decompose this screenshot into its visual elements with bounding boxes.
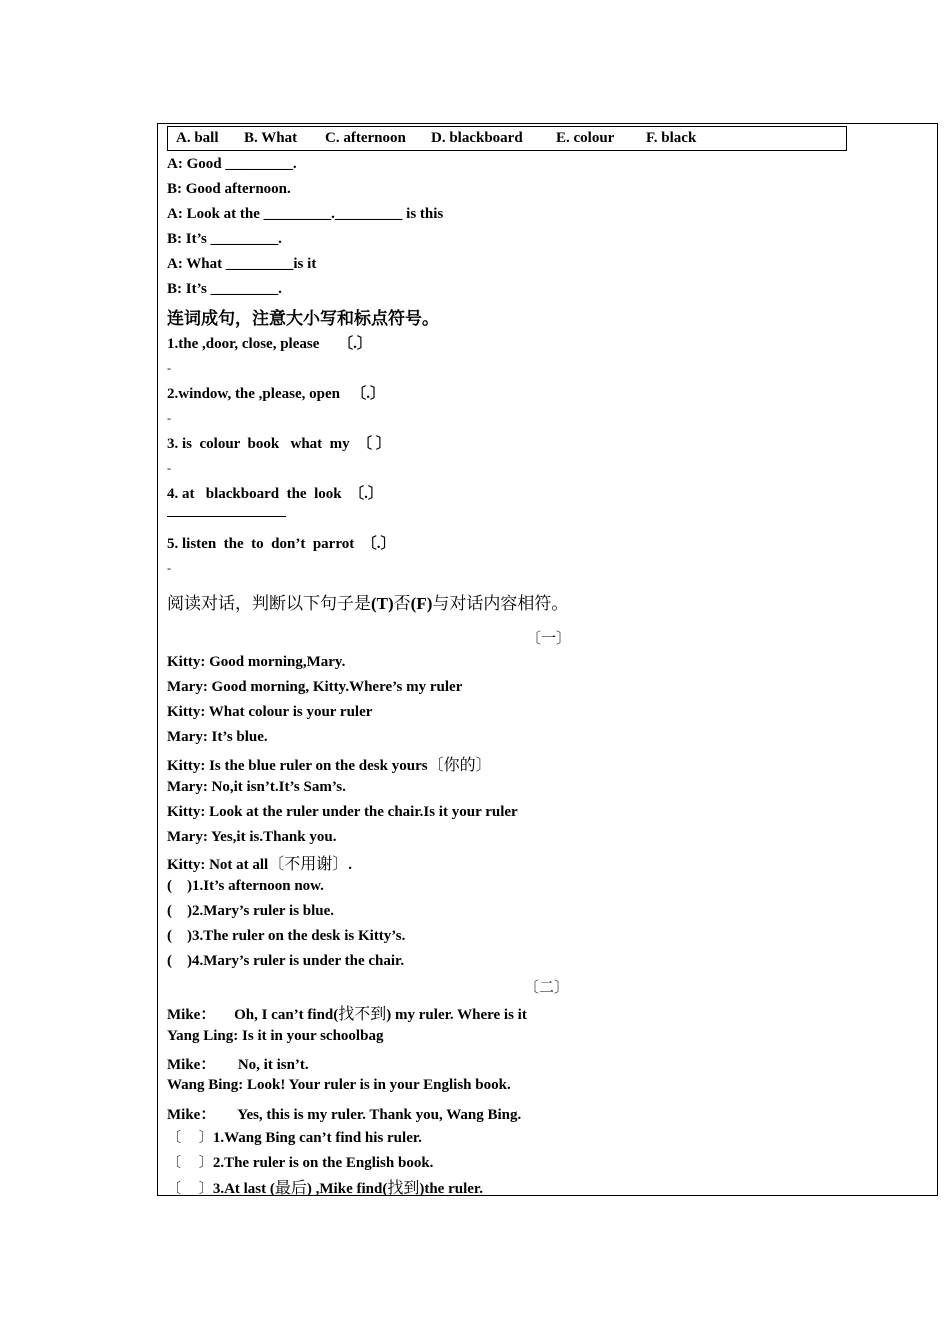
dialogue-line: B: Good afternoon. — [167, 181, 291, 197]
word-bank-item: C. afternoon — [325, 130, 406, 146]
dialogue-line: A: Look at the _________._________ is this — [167, 206, 444, 222]
sentence-item: 1.the ,door, close, please 〔.〕 — [167, 336, 372, 352]
sentence-item: 3. is colour book what my 〔 〕 — [167, 436, 391, 452]
dialogue-line: B: It’s _________. — [167, 281, 282, 297]
passage-line — [167, 752, 492, 775]
answer-dash: - — [167, 411, 171, 425]
question-item: ( )2.Mary’s ruler is blue. — [167, 903, 335, 919]
part-heading: 〔二〕 — [524, 978, 570, 996]
answer-bracket: 〔 〕 — [167, 1181, 213, 1197]
answer-dash: - — [167, 461, 171, 475]
text-part: ) ,Mike find( — [306, 1181, 388, 1197]
question-item: ( )3.The ruler on the desk is Kitty’s. — [167, 928, 406, 944]
text-part: )the ruler. — [419, 1181, 483, 1197]
question-item — [167, 1175, 483, 1198]
text-part: . — [348, 857, 352, 873]
passage-line: Kitty: What colour is your ruler — [167, 704, 373, 720]
answer-bracket: 〔 〕 — [167, 1130, 213, 1146]
question-item — [167, 1152, 433, 1172]
text-part: 找不到 — [338, 1004, 387, 1023]
text-part: Mike： Oh, I can’t find( — [167, 1007, 339, 1023]
section-title-reading — [167, 589, 568, 614]
passage-line: Kitty: Good morning,Mary. — [167, 654, 346, 670]
passage-line: Kitty: Look at the ruler under the chair.Is it your ruler — [167, 804, 518, 820]
word-bank-item: E. colour — [556, 130, 615, 146]
sentence-item: 5. listen the to don’t parrot 〔.〕 — [167, 536, 396, 552]
answer-underline — [167, 516, 286, 517]
text-part: 最后 — [274, 1178, 307, 1197]
text-part: 找到 — [387, 1178, 420, 1197]
question-item: ( )1.It’s afternoon now. — [167, 878, 324, 894]
dialogue-line: A: Good _________. — [167, 156, 297, 172]
title-part: 否 — [393, 594, 411, 614]
question-item: ( )4.Mary’s ruler is under the chair. — [167, 953, 405, 969]
word-bank-item: D. blackboard — [431, 130, 523, 146]
title-part: (T) — [371, 594, 394, 613]
passage-line: Wang Bing: Look! Your ruler is in your English book. — [167, 1077, 511, 1093]
passage-line: Yang Ling: Is it in your schoolbag — [167, 1028, 384, 1044]
passage-line: Mary: Yes,it is.Thank you. — [167, 829, 337, 845]
question-item — [167, 1127, 422, 1147]
title-part: (F) — [410, 594, 433, 613]
text-part: 〔你的〕 — [427, 755, 492, 774]
text-part: ) my ruler. Where is it — [386, 1007, 527, 1023]
section-title: 连词成句，注意大小写和标点符号。 — [167, 309, 439, 329]
text-part: 2.The ruler is on the English book. — [212, 1155, 434, 1171]
passage-line — [167, 1001, 527, 1024]
title-part: 阅读对话，判断以下句子是 — [167, 594, 371, 614]
dialogue-line: B: It’s _________. — [167, 231, 282, 247]
word-bank-item: B. What — [244, 130, 298, 146]
answer-bracket: 〔 〕 — [167, 1155, 213, 1171]
text-part: 〔不用谢〕 — [268, 854, 349, 873]
passage-line: Mary: No,it isn’t.It’s Sam’s. — [167, 779, 346, 795]
passage-line: Mary: It’s blue. — [167, 729, 268, 745]
text-part: Kitty: Is the blue ruler on the desk yours — [167, 758, 428, 774]
text-part: Kitty: Not at all — [167, 857, 269, 873]
word-bank-item: A. ball — [176, 130, 219, 146]
passage-line: Mike： Yes, this is my ruler. Thank you, Wang Bing. — [167, 1107, 522, 1123]
part-heading: 〔一〕 — [526, 629, 572, 647]
passage-line: Mary: Good morning, Kitty.Where’s my ruler — [167, 679, 463, 695]
answer-dash: - — [167, 361, 171, 375]
sentence-item: 4. at blackboard the look 〔.〕 — [167, 486, 383, 502]
sentence-item: 2.window, the ,please, open 〔.〕 — [167, 386, 385, 402]
dialogue-line: A: What _________is it — [167, 256, 317, 272]
text-part: 3.At last ( — [212, 1181, 275, 1197]
passage-line: Mike： No, it isn’t. — [167, 1057, 309, 1073]
passage-line — [167, 851, 352, 874]
word-bank-item: F. black — [646, 130, 697, 146]
text-part: 1.Wang Bing can’t find his ruler. — [212, 1130, 422, 1146]
answer-dash: - — [167, 561, 171, 575]
title-part: 与对话内容相符。 — [432, 594, 569, 614]
